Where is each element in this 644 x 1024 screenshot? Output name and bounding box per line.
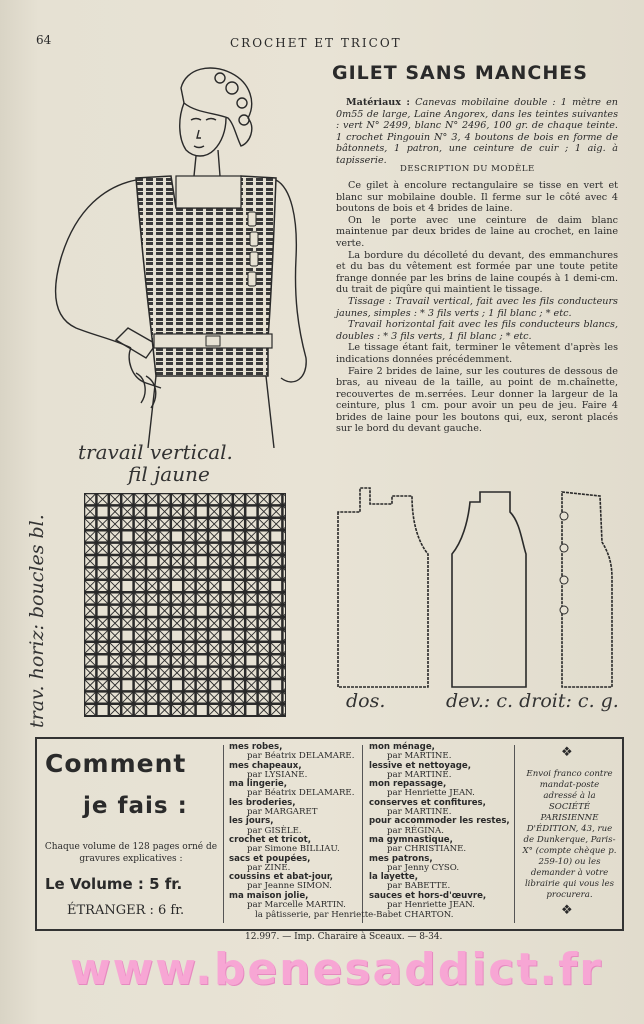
ornament-icon: ❖ xyxy=(561,745,573,760)
advertisement-box xyxy=(35,737,624,931)
ad-book-title: mes robes, xyxy=(229,742,283,752)
ad-book-title: mes patrons, xyxy=(369,853,433,864)
body-paragraph: Le tissage étant fait, terminer le vêtement d'après les indications données précédemment. xyxy=(336,342,618,365)
ad-book-author: par MARGARET xyxy=(247,807,318,818)
back-pattern-label: dos. xyxy=(346,690,386,712)
ad-book-title: ma maison jolie, xyxy=(229,890,309,901)
ad-book-author: par ZINE. xyxy=(247,862,291,873)
ad-book-title: pour accommoder les restes, xyxy=(369,816,510,827)
sewing-patterns xyxy=(330,482,620,692)
fashion-illustration xyxy=(36,58,326,448)
horizontal-work-note: trav. horiz: boucles bl. xyxy=(26,514,48,728)
ad-book-author: par Henriette JEAN. xyxy=(387,788,475,799)
yellow-thread-note: fil jaune xyxy=(128,462,210,486)
front-pattern-label: dev.: c. droit: c. g. xyxy=(446,690,619,712)
ad-book-author: par RÉGINA. xyxy=(387,825,444,836)
ad-book-title: conserves et confitures, xyxy=(369,797,486,808)
ad-book-title: les jours, xyxy=(229,816,274,827)
ad-titles-column-1 xyxy=(229,743,361,910)
article-title: GILET SANS MANCHES xyxy=(332,62,588,84)
ad-book-title: les broderies, xyxy=(229,797,296,808)
ad-book-author: par Simone BILLIAU. xyxy=(247,844,340,855)
ornament-icon: ❖ xyxy=(561,903,573,918)
ad-volume-description: Chaque volume de 128 pages orné de gravures explicatives : xyxy=(44,842,218,864)
ad-book-author: par BABETTE. xyxy=(387,881,451,892)
ad-book-author: par MARTINE. xyxy=(387,807,452,818)
printer-footer: 12.997. — Imp. Charaire à Sceaux. — 8-34. xyxy=(245,932,443,942)
ad-book-title: mes chapeaux, xyxy=(229,760,302,771)
article-body xyxy=(336,180,618,435)
description-heading: DESCRIPTION DU MODÈLE xyxy=(400,164,535,174)
ad-title-patisserie: la pâtisserie, par Henriette-Babet CHARTON. xyxy=(255,910,454,920)
ad-foreign-price: ÉTRANGER : 6 fr. xyxy=(67,903,185,918)
ad-book-title: sauces et hors-d'œuvre, xyxy=(369,890,487,901)
ad-book-title: la layette, xyxy=(369,872,418,883)
tissage-label: Tissage : xyxy=(348,295,392,307)
ad-book-author: par Henriette JEAN. xyxy=(387,900,475,911)
ad-book-author: par Jeanne SIMON. xyxy=(247,881,332,892)
ad-divider xyxy=(362,745,363,923)
ad-book-author: par Béatrix DELAMARE. xyxy=(247,788,355,799)
ad-volume-price: Le Volume : 5 fr. xyxy=(45,875,183,893)
materials-text: Canevas mobilaine double : 1 mètre en 0m55 de large, Laine Angorex, dans les teintes suivantes : vert N° 2499, blanc N° 2496, 100 gr. de chaque teinte. 1 crochet Pingouin N° 3, 4 boutons de bois en forme de bâtonnets, 1 patron, une ceinture de cuir ; 1 aig. à tapisserie. xyxy=(336,97,618,166)
ad-book-title: mon ménage, xyxy=(369,742,435,752)
body-paragraph: On le porte avec une ceinture de daim blanc maintenue par deux brides de laine au crochet, en laine verte. xyxy=(336,214,618,249)
watermark: www.benesaddict.fr xyxy=(70,944,603,995)
ad-book-title: crochet et tricot, xyxy=(229,834,311,845)
ad-comment: Comment xyxy=(45,749,187,778)
tissage-paragraph xyxy=(336,296,618,319)
ad-book-title: ma gymnastique, xyxy=(369,834,453,845)
ad-book-author: par GISÈLE. xyxy=(247,825,302,836)
ad-book-author: par LYSIANE. xyxy=(247,769,308,780)
tissage-text: Travail vertical, fait avec les fils conducteurs jaunes, simples : * 3 fils verts ; 1 fil blanc ; * etc. xyxy=(336,295,618,319)
ad-divider xyxy=(514,745,515,923)
ad-book-title: ma lingerie, xyxy=(229,779,288,790)
page-number: 64 xyxy=(36,33,52,47)
ad-book-author: par Marcelle MARTIN. xyxy=(247,900,346,911)
ad-book-title: mon repassage, xyxy=(369,779,447,790)
ad-titles-column-2 xyxy=(369,743,514,910)
ad-book-title: sacs et poupées, xyxy=(229,853,311,864)
weave-pattern-grid xyxy=(84,493,286,717)
ad-book-author: par CHRISTIANE. xyxy=(387,844,467,855)
materials-paragraph xyxy=(336,97,618,167)
body-paragraph: Ce gilet à encolure rectangulaire se tisse en vert et blanc sur mobilaine double. Il ferme sur le côté avec 4 boutons de bois et 4 brides de laine. xyxy=(336,180,618,215)
ad-divider xyxy=(223,745,224,923)
ad-book-author: par Jenny CYSO. xyxy=(387,862,460,873)
ad-book-author: par Béatrix DELAMARE. xyxy=(247,751,355,762)
ad-order-info: Envoi franco contre mandat-poste adressé à la SOCIÉTÉ PARISIENNE D'ÉDITION, 43, rue de Dunkerque, Paris-X° (compte chèque p. 259-10) ou les demander à votre librairie qui vous les procurera. xyxy=(522,769,617,900)
ad-book-title: coussins et abat-jour, xyxy=(229,872,334,883)
body-paragraph: Faire 2 brides de laine, sur les coutures de dessous de bras, au niveau de la taille, au point de m.chaînette, recouvertes de m.serrées. Leur donner la largeur de la ceinture, plus 1 cm. pour avoir un peu de jeu. Faire 4 brides de laine pour les boutons qui, eux, seront placés sur le bord du devant gauche. xyxy=(336,365,618,435)
ad-book-author: par MARTINE. xyxy=(387,751,452,762)
ad-book-author: par MARTINE. xyxy=(387,769,452,780)
body-paragraph: La bordure du décolleté du devant, des emmanchures et du bas du vêtement est formée par une toute petite frange donnée par les brins de laine coupés à 1 demi-cm. du trait de piqûre qui maintient le tissage. xyxy=(336,249,618,296)
ad-je-fais: je fais : xyxy=(83,793,188,819)
vertical-work-note: travail vertical. xyxy=(78,440,233,464)
ad-book-title: lessive et nettoyage, xyxy=(369,760,472,771)
horizontal-paragraph: Travail horizontal fait avec les fils conducteurs blancs, doubles : * 3 fils verts, 1 fil blanc ; * etc. xyxy=(336,319,618,342)
materials-label: Matériaux : xyxy=(346,97,410,108)
running-title: CROCHET ET TRICOT xyxy=(230,36,402,50)
